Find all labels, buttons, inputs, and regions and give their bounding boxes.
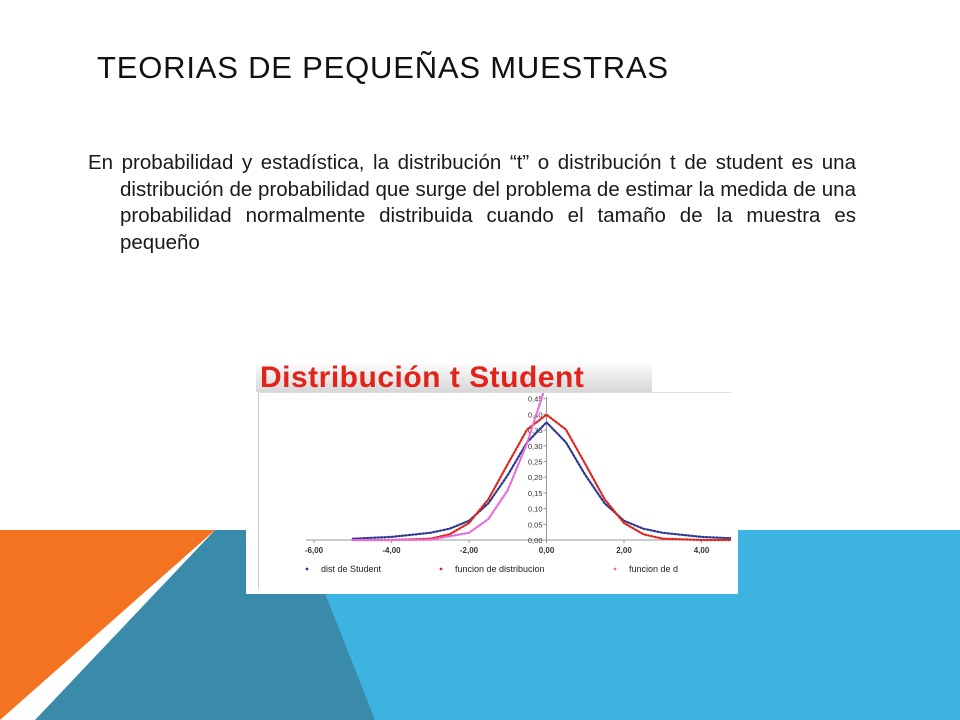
t-student-figure <box>246 358 738 594</box>
legend-marker-1 <box>306 568 309 571</box>
y-tick-label: 0,25 <box>527 457 543 467</box>
figure-title: Distribución t Student <box>260 361 585 394</box>
y-tick-label: 0,35 <box>527 426 543 436</box>
x-tick-label: 0,00 <box>538 546 555 555</box>
legend-label-2: funcion de distribucion <box>455 564 545 574</box>
legend-marker-3 <box>614 568 617 571</box>
chart-area <box>258 392 731 589</box>
legend-label-1: dist de Student <box>321 564 382 574</box>
x-tick-label: 2,00 <box>616 546 632 555</box>
y-tick-label: 0,30 <box>527 441 543 451</box>
figure-title-bar <box>256 361 652 394</box>
y-tick-label: 0,45 <box>527 394 543 404</box>
y-tick-label: 0,00 <box>527 536 543 545</box>
x-tick-label: -4,00 <box>382 546 401 555</box>
y-tick-label: 0,40 <box>527 410 543 420</box>
y-tick-label: 0,20 <box>527 473 543 483</box>
t-distribution-chart <box>259 393 731 589</box>
legend-marker-2 <box>440 568 443 571</box>
x-tick-label: -6,00 <box>304 546 324 555</box>
slide-title: TEORIAS DE PEQUEÑAS MUESTRAS <box>97 50 669 85</box>
x-tick-label: 4,00 <box>693 546 710 555</box>
legend-label-3: funcion de d <box>629 564 679 574</box>
y-tick-label: 0,10 <box>527 504 543 514</box>
slide-body-text: En probabilidad y estadística, la distribución “t” o distribución t de student es una distribución de probabilidad que surge del problema de estimar la medida de una probabilidad normalmente distribuida cuando el tamaño de la muestra es pequeño <box>88 151 856 254</box>
y-tick-label: 0,05 <box>527 520 543 530</box>
x-tick-label: -2,00 <box>459 546 479 555</box>
y-tick-label: 0,15 <box>527 488 543 498</box>
